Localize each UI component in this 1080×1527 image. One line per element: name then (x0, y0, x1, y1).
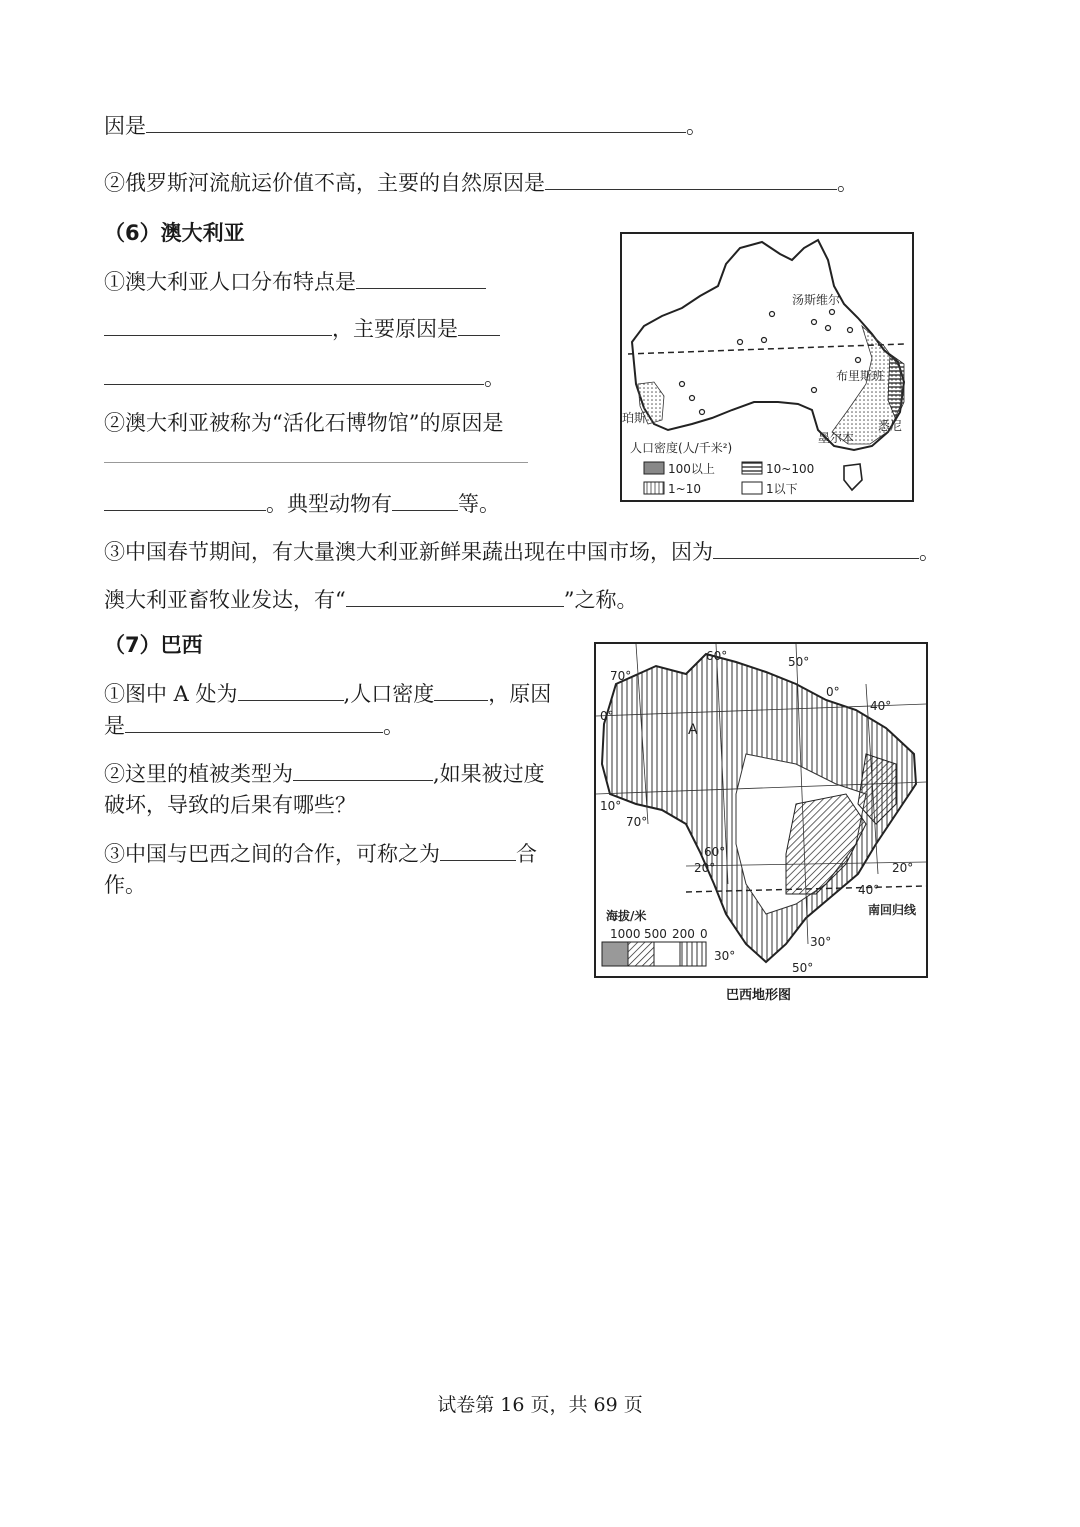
australia-heading: （6）澳大利亚 (104, 221, 245, 245)
brazil-map-caption: 巴西地形图 (726, 988, 792, 1003)
tasmania (844, 464, 862, 490)
lon-label-40-bottom: 40° (858, 883, 880, 897)
australia-q2-line2: 。典型动物有 等。 (104, 488, 500, 519)
legend-swatch-200 (654, 942, 680, 966)
answer-blank[interactable] (104, 313, 332, 336)
highland-zone (786, 794, 866, 894)
australia-q1-line3: 。 (104, 362, 505, 393)
legend-swatch-10-100 (742, 462, 762, 474)
australia-q4: 澳大利亚畜牧业发达，有“ ”之称。 (104, 584, 638, 615)
q5-line1: 因是 。 (104, 110, 707, 141)
brazil-q2-line2: 破坏，导致的后果有哪些？ (104, 793, 356, 817)
legend-swatch-1-10 (644, 482, 664, 494)
brazil-heading: （7）巴西 (104, 633, 203, 657)
legend-label-below1: 1以下 (766, 482, 798, 496)
answer-blank[interactable] (104, 488, 266, 511)
city-label-sydney: 悉尼 (878, 419, 903, 433)
city-label-perth: 珀斯 (622, 411, 647, 425)
australia-q2-line1: ②澳大利亚被称为“活化石博物馆”的原因是 (104, 411, 504, 435)
australia-q1-line2: ，主要原因是 (104, 313, 500, 344)
legend-label-10-100: 10~100 (766, 462, 815, 476)
city-label-townsville: 汤斯维尔 (792, 293, 841, 307)
australia-q3: ③中国春节期间，有大量澳大利亚新鲜果蔬出现在中国市场，因为 。 (104, 536, 940, 567)
answer-blank[interactable] (458, 313, 500, 336)
answer-blank[interactable] (104, 440, 528, 463)
answer-blank[interactable] (125, 710, 383, 733)
answer-blank[interactable] (545, 167, 837, 190)
answer-blank[interactable] (392, 488, 458, 511)
legend-value-1000: 1000 (610, 927, 641, 941)
answer-blank[interactable] (238, 678, 344, 701)
answer-blank[interactable] (146, 110, 686, 133)
answer-blank[interactable] (434, 678, 488, 701)
legend-swatch-1000 (602, 942, 628, 966)
brazil-q3-line1: ③中国与巴西之间的合作，可称之为 合 (104, 838, 537, 869)
lon-label-70-top: 70° (610, 669, 632, 683)
legend-value-0: 0 (700, 927, 708, 941)
brazil-q1-line2: 是 。 (104, 710, 404, 741)
lon-label-50-bottom: 50° (792, 961, 814, 975)
lat-label-20-right: 20° (892, 861, 914, 875)
city-label-brisbane: 布里斯班 (836, 369, 885, 383)
lat-label-10-left: 10° (600, 799, 622, 813)
answer-blank[interactable] (346, 584, 564, 607)
answer-blank[interactable] (440, 838, 516, 861)
lat-label-30-left: 30° (714, 949, 736, 963)
legend-value-200: 200 (672, 927, 695, 941)
page-footer: 试卷第 16 页，共 69 页 (437, 1394, 643, 1416)
city-label-melbourne: 墨尔本 (818, 431, 855, 445)
legend-swatch-500 (628, 942, 654, 966)
legend-swatch-below1 (742, 482, 762, 494)
lon-label-50-top: 50° (788, 655, 810, 669)
lon-label-60-top: 60° (706, 649, 728, 663)
answer-blank[interactable] (713, 536, 919, 559)
legend-swatch-0 (680, 942, 706, 966)
legend-swatch-100plus (644, 462, 664, 474)
point-a-label: A (688, 722, 698, 738)
lat-label-30-right: 30° (810, 935, 832, 949)
elevation-legend-title: 海拔/米 (606, 909, 647, 923)
brazil-q3-line2: 作。 (104, 873, 146, 897)
legend-label-100plus: 100以上 (668, 462, 715, 476)
australia-population-map (620, 232, 914, 502)
answer-blank[interactable] (356, 266, 486, 289)
legend-label-1-10: 1~10 (668, 482, 701, 496)
tropic-label: 南回归线 (868, 903, 917, 917)
lon-label-40-right: 40° (870, 699, 892, 713)
lat-label-20-left: 20° (694, 861, 716, 875)
lon-label-60-bottom: 60° (704, 845, 726, 859)
brazil-terrain-map (594, 642, 928, 978)
answer-blank[interactable] (104, 362, 484, 385)
brazil-q2-line1: ②这里的植被类型为 ,如果被过度 (104, 758, 545, 789)
lat-label-0-left: 0° (600, 709, 614, 723)
legend-value-500: 500 (644, 927, 667, 941)
lat-label-0-right: 0° (826, 685, 840, 699)
australia-q2-blank-line (104, 440, 528, 471)
legend-title: 人口密度(人/千米²) (630, 441, 733, 455)
australia-q1-line1: ①澳大利亚人口分布特点是 (104, 266, 486, 297)
answer-blank[interactable] (293, 758, 433, 781)
brazil-q1-line1: ①图中 A 处为 ,人口密度 ，原因 (104, 678, 551, 709)
q5-line2: ②俄罗斯河流航运价值不高，主要的自然原因是 。 (104, 167, 858, 198)
lon-label-70-bottom: 70° (626, 815, 648, 829)
